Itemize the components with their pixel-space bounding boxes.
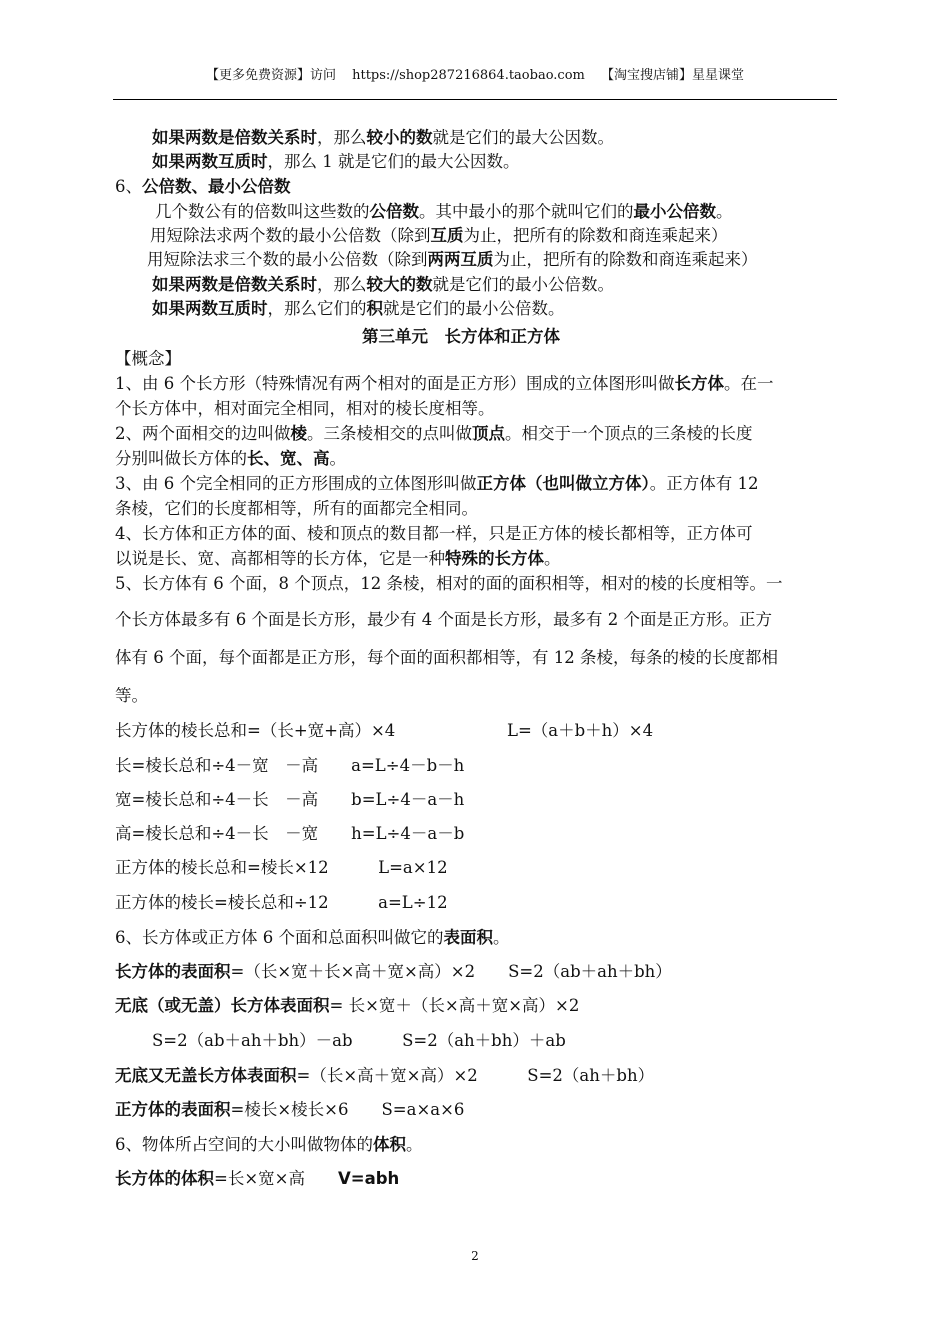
bold-term: 较小的数: [366, 128, 433, 147]
text-segment: 6、长方体或正方体 6 个面和总面积叫做它的: [115, 928, 444, 947]
text-line-l34: [115, 1102, 464, 1119]
text-segment: 正方体的棱长=棱长总和÷12 a=L÷12: [115, 893, 448, 912]
text-segment: 就是它们的最大公因数。: [432, 128, 614, 147]
text-segment: 长方体的棱长总和=（长+宽+高）×4: [115, 721, 396, 740]
text-segment: 5、长方体有 6 个面，8 个顶点，12 条棱，相对的面的面积相等，相对的棱的长度相等。一: [115, 574, 783, 593]
text-segment: 。: [329, 449, 346, 468]
page-number: 2: [471, 1249, 479, 1263]
bold-term: 特殊的长方体: [445, 549, 544, 568]
text-segment: 用短除法求三个数的最小公倍数（除到: [147, 250, 428, 269]
text-line-l18: [115, 551, 561, 568]
text-line-l32: [152, 1033, 566, 1050]
text-segment: 正方体的棱长总和=棱长×12 L=a×12: [115, 858, 448, 877]
text-line-l17: [115, 526, 753, 543]
text-line-l28: [115, 895, 448, 912]
bold-term: 两两互质: [427, 250, 494, 269]
text-segment: 宽=棱长总和÷4－长 －高 b=L÷4－a－h: [115, 790, 465, 809]
text-line-l7: [152, 277, 614, 294]
text-line-l20: [115, 612, 772, 629]
bold-term: 公倍数: [369, 202, 419, 221]
text-segment: 。相交于一个顶点的三条棱的长度: [505, 424, 753, 443]
bold-term: 较大的数: [366, 275, 433, 294]
text-segment: 。在一: [724, 374, 774, 393]
bold-term: 体积: [373, 1135, 406, 1154]
text-segment: 6、: [115, 177, 142, 196]
text-segment: 用短除法求两个数的最小公倍数（除到: [150, 226, 431, 245]
text-line-l30: [115, 964, 672, 981]
text-segment: ，那么 1 就是它们的最大公因数。: [267, 152, 520, 171]
text-segment: 条棱，它们的长度都相等，所有的面都完全相同。: [115, 499, 478, 518]
bold-term: 正方体的表面积: [115, 1100, 231, 1119]
text-segment: 6、物体所占空间的大小叫做物体的: [115, 1135, 373, 1154]
bold-term: 第三单元 长方体和正方体: [362, 327, 560, 346]
text-segment: 。: [406, 1135, 423, 1154]
text-segment: ，那么它们的: [267, 299, 367, 318]
text-line-l27: [115, 860, 448, 877]
text-line-l12: [115, 401, 495, 418]
text-segment: 个长方体中，相对面完全相同，相对的棱长度相等。: [115, 399, 495, 418]
text-segment: 3、由 6 个完全相同的正方形围成的立体图形叫做: [115, 474, 477, 493]
text-line-l4: [155, 204, 733, 221]
text-line-l36: [115, 1171, 399, 1188]
bold-term: 棱: [290, 424, 307, 443]
bold-term: V=abh: [337, 1169, 400, 1188]
text-segment: 1、由 6 个长方形（特殊情况有两个相对的面是正方形）围成的立体图形叫做: [115, 374, 675, 393]
text-segment: 。三条棱相交的点叫做: [307, 424, 472, 443]
bold-term: 如果两数是倍数关系时: [152, 128, 317, 147]
text-line-l25: [115, 792, 464, 809]
text-segment: = 长×宽＋（长×高＋宽×高）×2: [329, 996, 580, 1015]
text-line-l19: [115, 576, 782, 593]
text-segment: ，那么: [317, 128, 367, 147]
text-line-l31: [115, 998, 579, 1015]
text-segment: 等。: [115, 686, 148, 705]
bold-term: 无底又无盖长方体表面积: [115, 1066, 297, 1085]
page-header: [0, 64, 950, 83]
text-segment: 。: [493, 928, 510, 947]
text-segment: 为止，把所有的除数和商连乘起来）: [493, 250, 758, 269]
bold-term: 表面积: [443, 928, 493, 947]
bold-term: 如果两数互质时: [152, 152, 268, 171]
text-line-l2: [152, 154, 520, 171]
text-line-l35: [115, 1137, 423, 1154]
text-line-l23b: [507, 723, 653, 740]
text-line-l22: [115, 688, 148, 705]
text-line-l3: [115, 179, 291, 196]
bold-term: 最小公倍数: [633, 202, 716, 221]
text-segment: 以说是长、宽、高都相等的长方体，它是一种: [115, 549, 445, 568]
bold-term: 长方体的表面积: [115, 962, 231, 981]
text-segment: 体有 6 个面，每个面都是正方形，每个面的面积都相等，有 12 条棱，每条的棱的长度都相: [115, 648, 778, 667]
bold-term: 长方体: [674, 374, 724, 393]
bold-term: 积: [366, 299, 383, 318]
text-segment: S=2（ab＋ah＋bh）－ab S=2（ah＋bh）＋ab: [152, 1031, 566, 1050]
bold-term: 如果两数是倍数关系时: [152, 275, 317, 294]
header-right-text: 【淘宝搜店铺】星星课堂: [601, 68, 745, 83]
text-segment: 【概念】: [115, 349, 181, 368]
bold-term: 如果两数互质时: [152, 299, 268, 318]
text-line-l33: [115, 1068, 654, 1085]
text-line-l8: [152, 301, 565, 318]
text-line-l5: [150, 228, 728, 245]
bold-term: 顶点: [472, 424, 505, 443]
text-segment: 就是它们的最小公倍数。: [432, 275, 614, 294]
text-line-l21: [115, 650, 778, 667]
bold-term: 无底（或无盖）长方体表面积: [115, 996, 330, 1015]
text-segment: =（长×宽＋长×高＋宽×高）×2 S=2（ab＋ah＋bh）: [230, 962, 672, 981]
text-segment: 个长方体最多有 6 个面是长方形，最少有 4 个面是长方形，最多有 2 个面是正方形。正方: [115, 610, 772, 629]
bold-term: 互质: [430, 226, 464, 245]
text-segment: 。正方体有 12: [649, 474, 759, 493]
text-line-l13: [115, 426, 753, 443]
text-segment: =长×宽×高: [214, 1169, 338, 1188]
text-segment: 为止，把所有的除数和商连乘起来）: [463, 226, 728, 245]
text-line-l16: [115, 501, 478, 518]
text-segment: 就是它们的最小公倍数。: [383, 299, 565, 318]
text-segment: 高=棱长总和÷4－长 －宽 h=L÷4－a－b: [115, 824, 465, 843]
text-line-l9: [362, 329, 560, 346]
text-segment: 。: [544, 549, 561, 568]
text-segment: =（长×高＋宽×高）×2 S=2（ah＋bh）: [296, 1066, 655, 1085]
text-segment: 长=棱长总和÷4－宽 －高 a=L÷4－b－h: [115, 756, 465, 775]
text-line-l6: [147, 252, 758, 269]
text-segment: 。其中最小的那个就叫它们的: [419, 202, 634, 221]
header-left-text: 【更多免费资源】访问: [205, 68, 336, 83]
text-line-l26: [115, 826, 464, 843]
text-line-l23: [115, 723, 395, 740]
text-line-l14: [115, 451, 346, 468]
header-url[interactable]: https://shop287216864.taobao.com: [352, 68, 585, 83]
text-segment: 2、两个面相交的边叫做: [115, 424, 291, 443]
text-segment: 。: [716, 202, 733, 221]
text-segment: =棱长×棱长×6 S=a×a×6: [230, 1100, 465, 1119]
text-segment: 几个数公有的倍数叫这些数的: [155, 202, 370, 221]
text-line-l29: [115, 930, 510, 947]
text-line-l24: [115, 758, 464, 775]
text-segment: ，那么: [317, 275, 367, 294]
text-segment: 分别叫做长方体的: [115, 449, 247, 468]
header-divider: [113, 99, 837, 100]
bold-term: 正方体（也叫做立方体）: [476, 474, 650, 493]
bold-term: 公倍数、最小公倍数: [142, 177, 291, 196]
text-line-l1: [152, 130, 614, 147]
text-line-l10: [115, 351, 181, 368]
text-segment: 4、长方体和正方体的面、棱和顶点的数目都一样，只是正方体的棱长都相等，正方体可: [115, 524, 753, 543]
text-segment: L=（a＋b＋h）×4: [507, 721, 654, 740]
bold-term: 长方体的体积: [115, 1169, 214, 1188]
text-line-l15: [115, 476, 759, 493]
bold-term: 长、宽、高: [247, 449, 330, 468]
text-line-l11: [115, 376, 774, 393]
